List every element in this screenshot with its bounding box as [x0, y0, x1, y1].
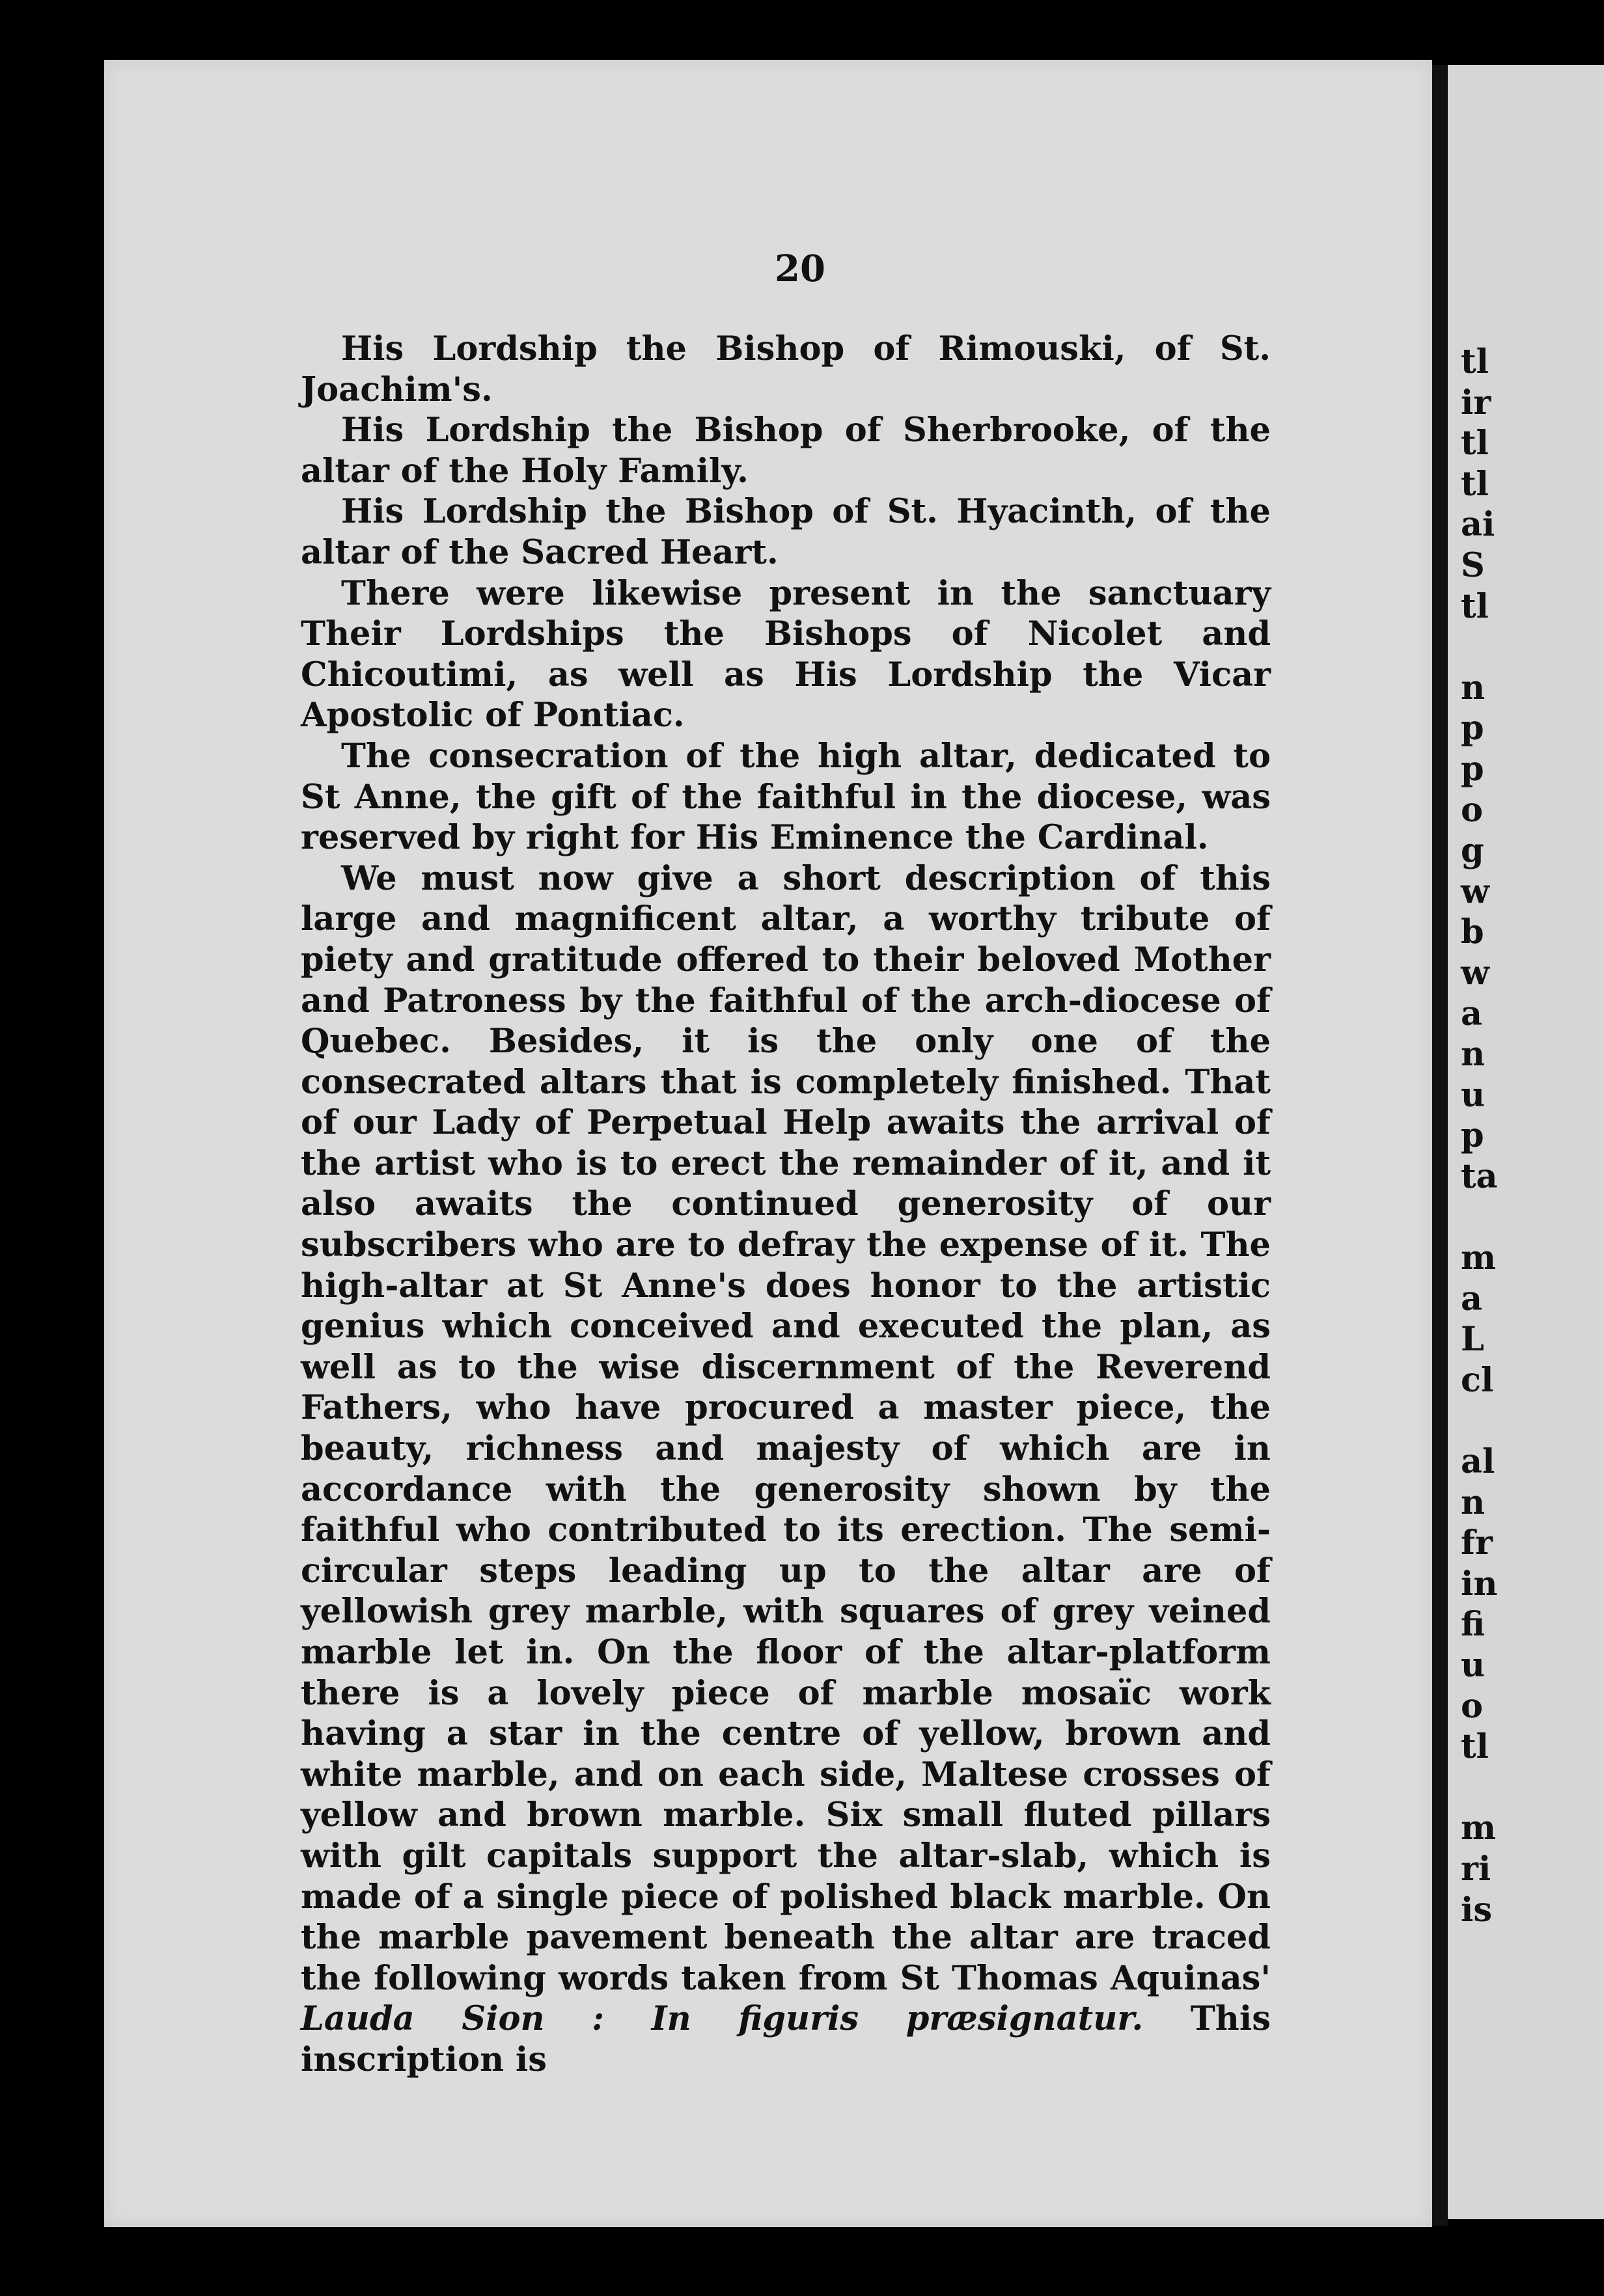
right-page-fragment: a — [1461, 994, 1483, 1033]
right-page-fragment: m — [1461, 1809, 1496, 1848]
right-page-fragment: tl — [1461, 1727, 1489, 1767]
right-page-fragment: a — [1461, 1279, 1483, 1319]
right-page-fragment: n — [1461, 668, 1486, 707]
right-page-fragment: fr — [1461, 1524, 1493, 1563]
right-page-fragment: ai — [1461, 505, 1495, 545]
right-page-fragment: w — [1461, 871, 1489, 911]
right-page-fragment: tl — [1461, 464, 1489, 504]
right-page-fragment: S — [1461, 545, 1485, 585]
right-page-fragment: u — [1461, 1646, 1486, 1685]
right-page-fragment: u — [1461, 1075, 1486, 1115]
paragraph: His Lordship the Bishop of Rimouski, of St. Joachim's. — [301, 329, 1271, 409]
paragraph: His Lordship the Bishop of Sherbrooke, of the altar of the Holy Family. — [301, 411, 1271, 491]
paragraph: His Lordship the Bishop of St. Hyacinth, of the altar of the Sacred Heart. — [301, 492, 1271, 572]
right-page-fragment: n — [1461, 1035, 1486, 1074]
right-page-fragment: b — [1461, 912, 1484, 952]
right-page — [1448, 65, 1604, 2219]
paragraph: The consecration of the high altar, dedicated to St Anne, the gift of the faithful in the diocese, was reserved by right for His Eminence the Cardinal. — [301, 736, 1271, 858]
book-gutter — [1432, 65, 1448, 2226]
right-page-fragment: cl — [1461, 1360, 1494, 1400]
right-page-fragment — [1461, 1401, 1498, 1442]
right-page-fragment: ta — [1461, 1156, 1498, 1196]
right-page-fragment: o — [1461, 1686, 1484, 1726]
right-page-fragment: al — [1461, 1442, 1495, 1482]
altar-description-paragraph — [301, 858, 1271, 2081]
right-page-fragments — [1461, 342, 1498, 1930]
right-page-fragment: m — [1461, 1238, 1496, 1278]
right-page-fragment: n — [1461, 1483, 1486, 1522]
right-page-fragment: g — [1461, 831, 1484, 871]
right-page-fragment: L — [1461, 1320, 1484, 1360]
right-page-fragment: is — [1461, 1890, 1493, 1930]
right-page-fragment: w — [1461, 953, 1489, 992]
right-page-fragment: fi — [1461, 1605, 1486, 1645]
right-page-fragment: tl — [1461, 586, 1489, 626]
latin-inscription: Lauda Sion : In figuris præsignatur. — [301, 1999, 1144, 2039]
right-page-fragment — [1461, 627, 1498, 668]
body-text — [301, 329, 1271, 2081]
right-page-fragment: p — [1461, 749, 1484, 789]
paragraph-text: We must now give a short description of this large and magnificent altar, a worthy tribute of piety and gratitude offered to their beloved Mother and Patroness by the faithful of the arch-diocese of Quebec. Besides, it is the only one of the consecrated altars that is completely finished. That of our Lady of Perpetual Help awaits the arrival of the artist who is to erect the remainder of it, and it also awaits the continued generosity of our subscribers who are to defray the expense of it. The high-altar at St Anne's does honor to the artistic genius which conceived and executed the plan, as well as to the wise discernment of the Reverend Fathers, who have procured a master piece, the beauty, richness and majesty of which are in accordance with the generosity shown by the faithful who contributed to its erection. The semi-circular steps leading up to the altar are of yellowish grey marble, with squares of grey veined marble let in. On the floor of the altar-platform there is a lovely piece of marble mosaïc work having a star in the centre of yellow, brown and white marble, and on each side, Maltese crosses of yellow and brown marble. Six small fluted pillars with gilt capitals support the altar-slab, which is made of a single piece of polished black marble. On the marble pavement beneath the altar are traced the following words taken from St Thomas Aquinas' — [301, 858, 1271, 1998]
right-page-fragment — [1461, 1768, 1498, 1809]
paragraph: There were likewise present in the sanctuary Their Lordships the Bishops of Nicolet and Chicoutimi, as well as His Lordship the Vicar Apostolic of Pontiac. — [301, 573, 1271, 735]
page-number: 20 — [775, 247, 825, 290]
right-page-fragment: in — [1461, 1564, 1498, 1604]
right-page-fragment: ir — [1461, 383, 1491, 422]
right-page-fragment: tl — [1461, 424, 1489, 463]
right-page-fragment: o — [1461, 790, 1484, 830]
right-page-fragment: p — [1461, 709, 1484, 748]
right-page-fragment — [1461, 1197, 1498, 1238]
right-page-fragment: ri — [1461, 1849, 1491, 1889]
right-page-fragment: tl — [1461, 342, 1489, 381]
right-page-fragment: p — [1461, 1116, 1484, 1156]
paragraph-closing: This inscription is — [301, 1999, 1271, 2079]
